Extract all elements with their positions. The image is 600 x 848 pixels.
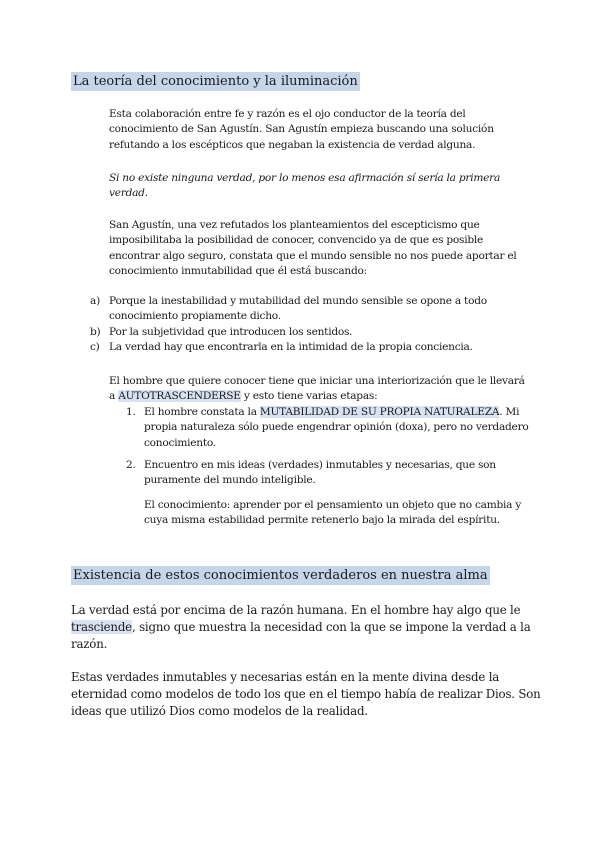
stages-list: [126, 405, 539, 488]
text-segment: La verdad está por encima de la razón humana. En el hombre hay algo que le: [71, 603, 521, 617]
mente-divina-paragraph: Estas verdades inmutables y necesarias están en la mente divina desde la eternidad como modelos de todo los que en el tiempo había de realizar Dios. Son ideas que utilizó Dios como modelos de la realidad.: [71, 670, 541, 718]
escepticismo-paragraph: San Agustín, una vez refutados los planteamientos del escepticismo que imposibilitaba la posibilidad de conocer, convencido ya de que es posible encontrar algo seguro, constata que el mundo sensible no nos puede aportar el conocimiento inmutabilidad que él está buscando:: [109, 219, 517, 277]
text-segment: , signo que muestra la necesidad con la que se impone la verdad a la razón.: [71, 620, 531, 651]
highlighted-term: AUTOTRASCENDERSE: [118, 390, 241, 403]
reasons-list: [90, 294, 529, 355]
text-segment: . Mi propia naturaleza sólo puede engendrar opinión (doxa), pero no verdadero conocimiento.: [144, 406, 529, 449]
list-item-text: La verdad hay que encontrarla en la intimidad de la propia conciencia.: [109, 340, 473, 353]
list-item: [90, 340, 529, 355]
list-marker: a): [90, 295, 100, 307]
list-item: [90, 325, 529, 340]
text-segment: y esto tiene varias etapas:: [240, 390, 378, 403]
list-item-text: Porque la inestabilidad y mutabilidad del mundo sensible se opone a todo conocimiento propiamente dicho.: [109, 295, 487, 323]
list-marker: c): [90, 340, 100, 353]
verdad-paragraph: [71, 602, 541, 653]
conocimiento-definition: El conocimiento: aprender por el pensamiento un objeto que no cambia y cuya misma estabilidad permite retenerlo bajo la mirada del espíritu.: [144, 499, 522, 527]
text-segment: El hombre constata la: [144, 406, 260, 418]
list-item: [90, 294, 529, 325]
section-heading-teoria: La teoría del conocimiento y la iluminación: [73, 74, 358, 89]
list-item: [126, 458, 539, 489]
text-segment: El hombre que quiere conocer tiene que iniciar una interiorización que le llevará a: [109, 375, 525, 403]
list-marker: 2.: [126, 458, 136, 471]
section-heading-existencia: Existencia de estos conocimientos verdaderos en nuestra alma: [73, 568, 488, 583]
list-marker: b): [90, 325, 101, 338]
highlighted-term: trasciende: [71, 620, 132, 634]
list-item-text: Encuentro en mis ideas (verdades) inmutables y necesarias, que son puramente del mundo inteligible.: [144, 458, 496, 487]
highlighted-term: MUTABILIDAD DE SU PROPIA NATURALEZA: [259, 406, 500, 418]
list-marker: 1.: [126, 406, 136, 418]
list-item-text: Por la subjetividad que introducen los sentidos.: [109, 325, 353, 338]
intro-paragraph: Esta colaboración entre fe y razón es el ojo conductor de la teoría del conocimiento de San Agustín. San Agustín empieza buscando una solución refutando a los escépticos que negaban la existencia de verdad alguna.: [109, 108, 494, 151]
interiorizacion-paragraph: [109, 374, 529, 405]
quote-paragraph: Si no existe ninguna verdad, por lo menos esa afirmación sí sería la primera verdad.: [109, 172, 501, 200]
list-item: [126, 405, 539, 451]
